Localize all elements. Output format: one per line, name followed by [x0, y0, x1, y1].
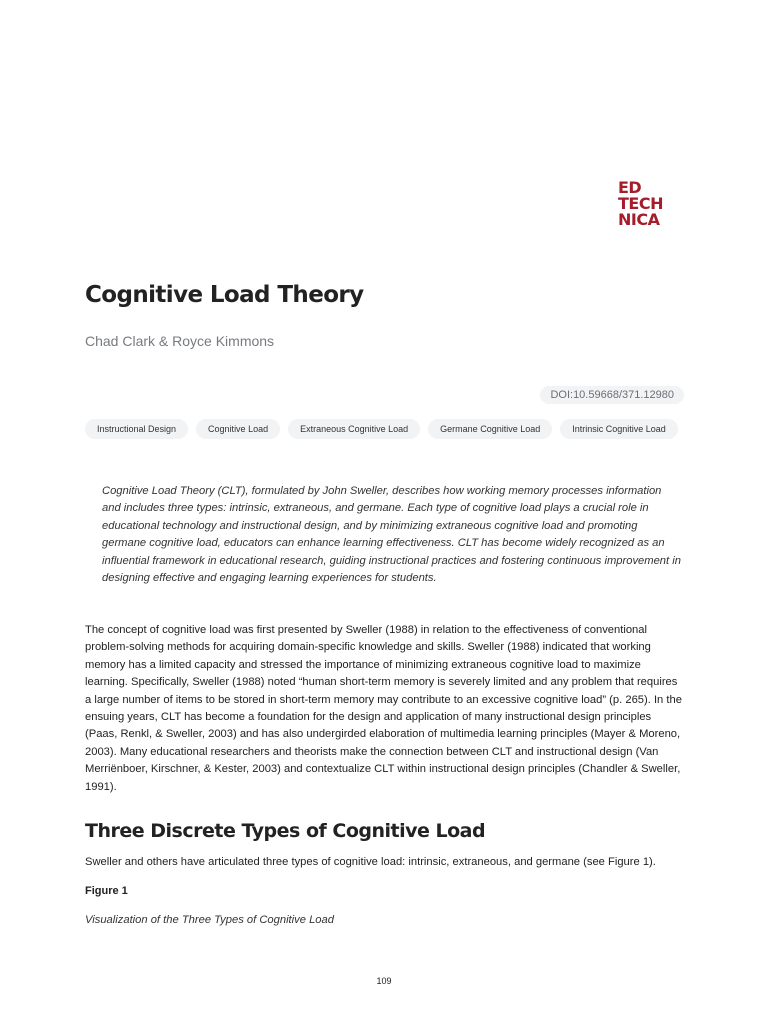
figure-caption: Visualization of the Three Types of Cognitive Load: [85, 914, 334, 926]
logo-line-1: ED: [618, 178, 642, 197]
figure-label: Figure 1: [85, 885, 128, 897]
tag-extraneous-cognitive-load[interactable]: Extraneous Cognitive Load: [288, 419, 420, 439]
tag-germane-cognitive-load[interactable]: Germane Cognitive Load: [428, 419, 552, 439]
tag-instructional-design[interactable]: Instructional Design: [85, 419, 188, 439]
tag-cognitive-load[interactable]: Cognitive Load: [196, 419, 280, 439]
edtechnica-logo: [618, 180, 663, 228]
section-heading: Three Discrete Types of Cognitive Load: [85, 820, 486, 842]
logo-line-3: NICA: [618, 210, 660, 229]
abstract: Cognitive Load Theory (CLT), formulated by John Sweller, describes how working memory processes information and includes three types: intrinsic, extraneous, and germane. Each type of cognitive load plays a crucial role in educational technology and instructional design, and by minimizing extraneous cognitive load and promoting germane cognitive load, educators can enhance learning effectiveness. CLT has become widely recognized as an influential framework in educational research, guiding instructional practices and fostering continuous improvement in designing effective and engaging learning experiences for students.: [102, 485, 681, 585]
logo-line-2: TECH: [618, 194, 663, 213]
authors[interactable]: Chad Clark & Royce Kimmons: [85, 333, 275, 349]
tag-list: [85, 419, 678, 439]
doi-badge[interactable]: DOI:10.59668/371.12980: [540, 386, 684, 404]
tag-intrinsic-cognitive-load[interactable]: Intrinsic Cognitive Load: [560, 419, 678, 439]
page-number: 109: [376, 976, 392, 986]
section-paragraph: Sweller and others have articulated three types of cognitive load: intrinsic, extraneous, and germane (see Figure 1).: [85, 856, 656, 868]
article-title: Cognitive Load Theory: [85, 282, 364, 308]
body-paragraph: The concept of cognitive load was first presented by Sweller (1988) in relation to the effectiveness of conventional problem-solving methods for acquiring domain-specific knowledge and skills. Sweller (1988) indicated that working memory has a limited capacity and stressed the importance of minimizing extraneous cognitive load to maximize learning. Specifically, Sweller (1988) noted “human short-term memory is severely limited and any problem that requires a large number of items to be stored in short-term memory may contribute to an excessive cognitive load” (p. 265). In the ensuing years, CLT has become a foundation for the design and application of many instructional design principles (Paas, Renkl, & Sweller, 2003) and has also undergirded elaboration of multimedia learning principles (Mayer & Moreno, 2003). Many educational researchers and theorists make the connection between CLT and instructional design (Van Merriënboer, Kirschner, & Kester, 2003) and contextualize CLT within instructional design principles (Chandler & Sweller, 1991).: [85, 624, 682, 793]
